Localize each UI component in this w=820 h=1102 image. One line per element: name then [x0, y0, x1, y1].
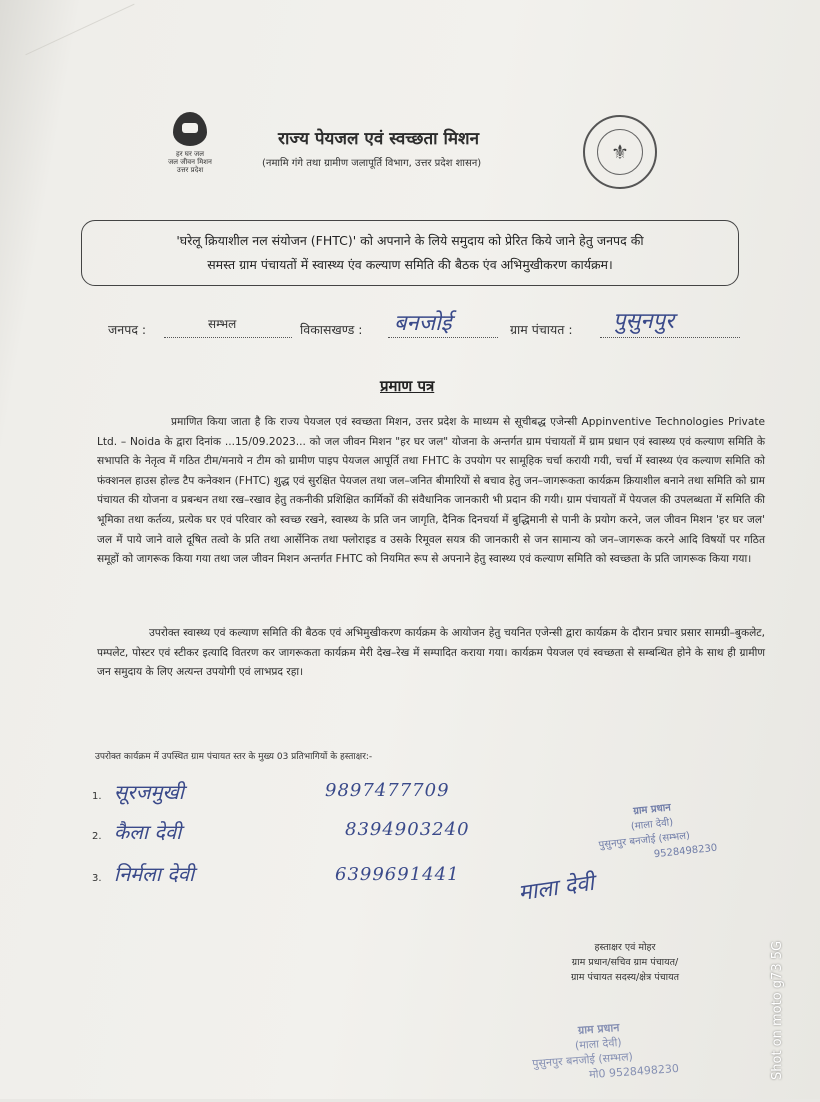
attendee-name: निर्मला देवी — [113, 862, 195, 886]
gram-pradhan-stamp-faded — [518, 1013, 723, 1102]
attendee-name: सूरजमुखी — [113, 780, 184, 804]
attendee-phone: 9897477709 — [325, 780, 450, 801]
stamp-line: मो0 9528498230 — [588, 1061, 680, 1082]
attendee-row — [92, 860, 194, 887]
vikaskhand-underline — [388, 337, 498, 338]
janpad-underline — [164, 337, 292, 338]
sign-label-line: ग्राम पंचायत सदस्य/क्षेत्र पंचायत — [570, 972, 680, 983]
attendee-row — [92, 778, 184, 805]
janpad-value: सम्भल — [208, 317, 237, 331]
stamp-line: ग्राम प्रधान — [632, 802, 672, 818]
pradhan-signature: माला देवी — [516, 870, 596, 907]
stamp-line: (माला देवी) — [630, 817, 674, 833]
certificate-title: प्रमाण पत्र — [380, 377, 435, 395]
location-fields — [108, 309, 748, 343]
water-drop-icon — [173, 112, 207, 146]
stamp-line: ग्राम प्रधान — [577, 1020, 620, 1037]
heading-line-2: समस्त ग्राम पंचायतों में स्वास्थ्य एंव कल्याण समिति की बैठक एंव अभिमुखीकरण कार्यक्रम। — [207, 257, 613, 272]
attendee-phone: 8394903240 — [345, 819, 470, 840]
certificate-paragraph-2: उपरोक्त स्वास्थ्य एवं कल्याण समिति की बैठक एवं अभिमुखीकरण कार्यक्रम के आयोजन हेतु चयनित एजेन्सी द्वारा कार्यक्रम के दौरान प्रचार प्रसार सामग्री–बुकलेट, पम्पलेट, पोस्टर एवं स्टीकर इत्यादि वितरण कर जागरूकता कार्यक्रम मेरी देख–रेख में सम्पादित कराया गया। कार्यक्रम पेयजल एवं स्वच्छता से सम्बन्धित होने के साथ ही ग्रामीण जन समुदाय के लिए अत्यन्त उपयोगी एवं लाभप्रद रहा। — [97, 627, 765, 679]
org-title: राज्य पेयजल एवं स्वच्छता मिशन — [278, 129, 480, 149]
org-subtitle: (नमामि गंगे तथा ग्रामीण जलापूर्ति विभाग, उत्तर प्रदेश शासन) — [262, 158, 482, 169]
gram-panchayat-label: ग्राम पंचायत : — [510, 322, 573, 337]
attendee-number: 3. — [92, 873, 102, 884]
attendee-name: कैला देवी — [113, 820, 182, 844]
stamp-line: पुसुनपुर बनजोई (सम्भल) — [531, 1050, 634, 1071]
janpad-label: जनपद : — [108, 322, 147, 337]
sign-label-line: ग्राम प्रधान/सचिव ग्राम पंचायत/ — [571, 957, 679, 968]
vikaskhand-value: बनजोई — [394, 311, 452, 336]
attendee-row — [92, 818, 181, 845]
attendee-number: 1. — [92, 791, 102, 802]
gram-panchayat-underline — [600, 337, 740, 338]
certificate-paragraph-1: प्रमाणित किया जाता है कि राज्य पेयजल एवं स्वच्छता मिशन, उत्तर प्रदेश के माध्यम से सूचीबद्ध एजेन्सी Appinventive Technologies Private Ltd. – Noida के द्वारा दिनांक ...15/09.2023... को जल जीवन मिशन "हर घर जल" योजना के अन्तर्गत ग्राम पंचायतों में ग्राम प्रधान एवं स्वास्थ्य एवं कल्याण समिति के सभापति के नेतृत्व में गठित टीम/मनाये न टीम को ग्रामीण पाइप पेयजल आपूर्ति तथा FHTC के उपयोग पर सामूहिक चर्चा करायी गयी, चर्चा में स्वास्थ्य एंव कल्याण समिति को फंक्शनल हाउस होल्ड टैप कनेक्शन (FHTC) शुद्ध एवं सुरक्षित पेयजल तथा जल–जनित बीमारियों से बचाव हेतु जन–जागरूकता कार्यक्रम क्रियाशील बनाने तथा समिति को ग्राम पंचायत की योजना व प्रबन्धन तथा रख–रखाव हेतु तकनीकी प्रशिक्षित कार्मिकों की संवैधानिक जानकारी भी प्रदान की गयी। ग्राम पंचायतों में पेयजल की उपलब्धता में समिति की भूमिका तथा कर्तव्य, प्रत्येक घर एवं परिवार को स्वच्छ रखने, स्वास्थ्य के प्रति जन जागृति, दैनिक दिनचर्या में बुद्धिमानी से पानी के प्रयोग करने, जल जीवन मिशन 'हर घर जल' जल में पाये जाने वाले दूषित तत्वो के प्रति तथा आर्सेनिक तथा फ्लोराइड व उसके रिमूवल सयत्र की जानकारी से जन सामान्य को जन–जागरूक करने आदि विषयों पर गठित समूहों को जागरूक किया गया तथा जल जीवन मिशन अन्तर्गत FHTC को नियमित रूप से अपनाने हेतु स्वास्थ्य एवं कल्याण समिति को स्वच्छता के प्रति जागरूक किया गया। — [97, 416, 765, 566]
watermark-text: Shot on moto g73 5G — [770, 940, 785, 1080]
vikaskhand-label: विकासखण्ड : — [300, 322, 363, 337]
logo-caption: हर घर जल जल जीवन मिशन उत्तर प्रदेश — [168, 150, 212, 174]
program-heading-box — [81, 220, 739, 286]
gram-panchayat-value: पुसुनपुर — [613, 309, 675, 334]
stamp-line: पुसुनपुर बनजोई (सम्भल) — [598, 830, 691, 852]
heading-line-1: 'घरेलू क्रियाशील नल संयोजन (FHTC)' को अपनाने के लिये समुदाय को प्रेरित किये जाने हेतु जनपद की — [176, 233, 644, 248]
attendee-phone: 6399691441 — [335, 864, 460, 885]
attendee-number: 2. — [92, 831, 102, 842]
stamp-line: (माला देवी) — [574, 1035, 623, 1053]
attendees-note: उपरोक्त कार्यक्रम में उपस्थित ग्राम पंचायत स्तर के मुख्य 03 प्रतिभागियों के हस्ताक्षर:- — [95, 752, 373, 762]
camera-watermark — [770, 930, 820, 1090]
fish-bow-emblem-icon: ⚜ — [597, 129, 643, 175]
sign-label-line: हस्ताक्षर एवं मोहर — [594, 942, 656, 953]
stamp-line: 9528498230 — [653, 842, 718, 861]
signature-label — [540, 940, 710, 985]
har-ghar-jal-logo — [160, 112, 220, 174]
up-government-emblem — [583, 115, 657, 189]
